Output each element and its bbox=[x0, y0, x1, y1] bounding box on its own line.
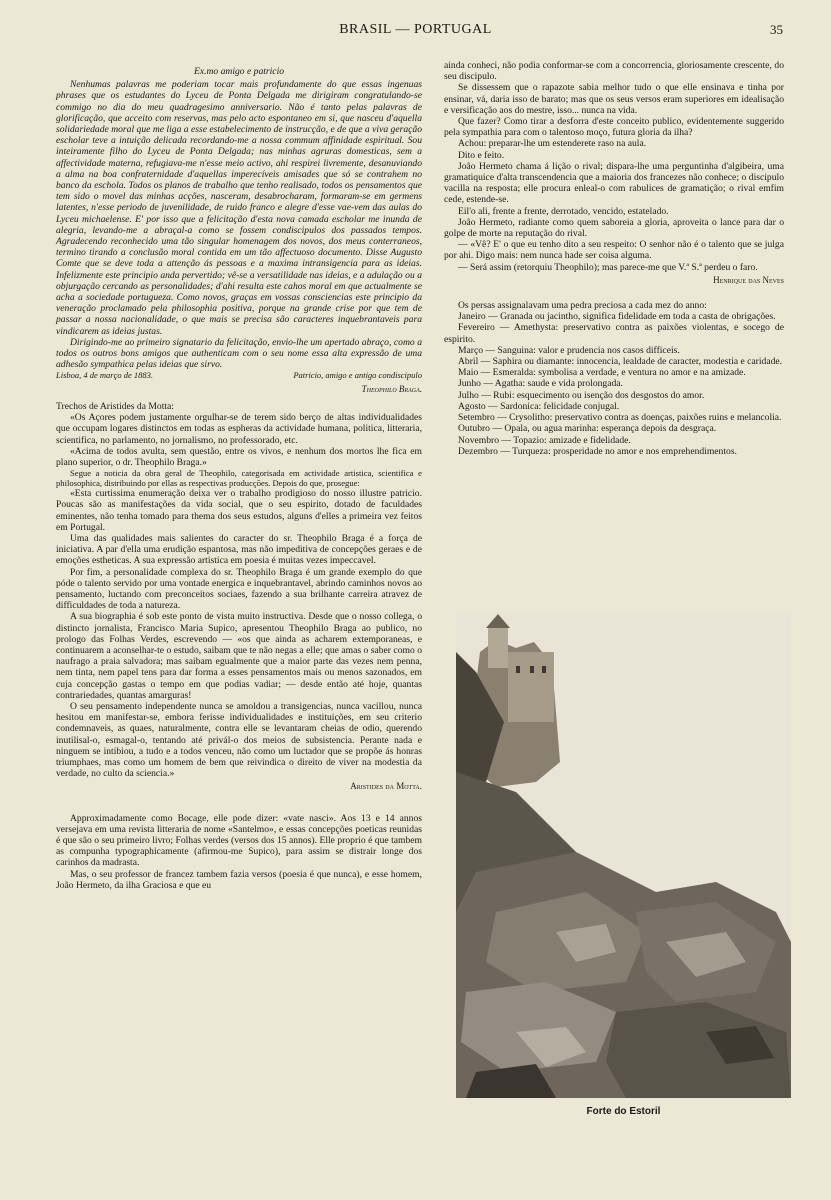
left-column bbox=[56, 66, 422, 891]
braga-letter bbox=[56, 66, 422, 395]
photo-caption: Forte do Estoril bbox=[586, 1106, 661, 1117]
letter-date: Lisboa, 4 de março de 1883. bbox=[56, 370, 154, 381]
anecdote-paragraph: Dito e feito. bbox=[458, 149, 505, 161]
letter-signature: Theophilo Braga. bbox=[361, 383, 422, 394]
motta-quote: «Os Açores podem justamente orgulhar-se de terem sido berço de altas individualidades que occupam logares distinctos em todas as espheras da actividade humana, politica, litteraria, scientifica, no parlamento, no jornalismo, no professorado, etc. bbox=[56, 412, 422, 446]
anecdote-section bbox=[444, 60, 784, 286]
gem-month: Novembro — Topazio: amizade e fidelidade. bbox=[458, 434, 631, 446]
anecdote-paragraph: — Será assim (retorquiu Theophilo); mas parece-me que V.ª S.ª perdeu o faro. bbox=[458, 261, 758, 273]
anecdote-paragraph: João Hermeto, radiante como quem saboreia a gloria, aproveita o lance para dar o golpe de morte na reputação do rival. bbox=[444, 216, 784, 240]
motta-quote: «Acima de todos avulta, sem questão, entre os vivos, e nenhum dos mortos lhe fica em plano superior, o dr. Theophilo Braga.» bbox=[56, 445, 422, 468]
anecdote-author: Henrique das Neves bbox=[713, 274, 784, 285]
bio-section bbox=[56, 813, 422, 891]
motta-intro: Trechos de Aristides da Motta: bbox=[56, 400, 174, 412]
anecdote-paragraph: Se dissessem que o rapazote sabia melhor tudo o que elle ensinava e tinha por ensinar, vá, daria isso de barato; mas que os seus versos eram superiores em idealisação e versificação aos do mestre, isso... nunca na vida. bbox=[444, 82, 784, 116]
anecdote-paragraph: Achou: preparar-lhe um estenderete raso na aula. bbox=[458, 138, 647, 150]
motta-quote: Uma das qualidades mais salientes do caracter do sr. Theophilo Braga é a força de iniciativa. A par d'ella uma erudição espantosa, mas não impeditiva de concepções geraes e de emoções estheticas. A sua expressão artistica em poesia é muitas vezes impeccavel. bbox=[56, 532, 422, 567]
gem-month: Outubro — Opala, ou agua marinha: esperança depois da desgraça. bbox=[458, 423, 717, 435]
gem-month: Junho — Agatha: saude e vida prolongada. bbox=[458, 378, 623, 390]
motta-quote: «Esta curtissima enumeração deixa ver o trabalho prodigioso do nosso illustre patricio. Poucas são as manifestações da vida social, que o seu espirito, dotado de faculdades eminentes, não tenha tomado para thema dos seus estudos, alguns d'elles a primeira vez feitos em Portugal. bbox=[56, 488, 422, 533]
bio-paragraph: Mas, o seu professor de francez tambem fazia versos (poesia é que nunca), e esse homem, João Hermeto, da ilha Graciosa e que eu bbox=[56, 868, 422, 891]
running-title: BRASIL — PORTUGAL bbox=[339, 22, 492, 37]
letter-dateline bbox=[56, 370, 422, 381]
page-number: 35 bbox=[770, 22, 783, 37]
letter-salutation: Ex.mo amigo e patricio bbox=[193, 66, 285, 77]
gem-month: Setembro — Crysolitho: preservativo contra as doenças, paixões ruins e melancolia. bbox=[458, 412, 782, 424]
anecdote-paragraph: — «Vê? E' o que eu tenho dito a seu respeito: O senhor não é o talento que se julga por ahi. Digo mais: nem nunca hade ser coisa alguma. bbox=[444, 239, 784, 262]
letter-paragraph: Nenhumas palavras me poderiam tocar mais profundamente do que essas ingenuas phrases que os estudantes do Lyceu de Ponta Delgada me dirigiram congratulando-se commigo no dia do meu quadragesimo anniversario. Não é tanto pelas palavras de glorificação, que acceito com reservas, mas pelo acto espontaneo em si, que nasceu d'aquella solidariedade moral que me liga a esse estabelecimento de instrucção, e de que a viva geração escholar teve a intuição delicada recordando-me a nossa commum affinidade espiritual. Sou inteiramente filho do Lyceu de Ponta Delgada; nas minhas agruras domesticas, sem a affectividade materna, refugiava-me n'esse meio activo, ahi respirei livremente, desanuviando a alma na boa confraternidade d'aquellas imperecíveis amisades que só se contrahem no banco da eschola. Todos os planos de trabalho que tenho realisado, todos os pensamentos que tem sido o movel das minhas acções, nasceram, desabrocharam, formaram-se em germens latentes, n'esse periodo de juvenilidade, de ruido franco e alegre d'esse vae-vem das aulas do Lyceu michaelense. E' por isso que a felicitação d'esta nova camada escholar me inunda de alegria, levando-me a abraçal-a como se fossem condiscipulos dos passados tempos. Agradecendo reconhecido uma tão singular homenagem dos novos, dos meus conterraneos, termino tirando a conclusão moral contida em um tão affectuoso documento. Disse Augusto Comte que se deve toda a attenção ás pessoas e a maxima intransigencia para as ideias. Infelizmente este principio anda pervertido; vê-se a versatilidade nas ideias, e a adulação ou a objurgação cercando as personalidades; d'ahi resulta este cahos moral em que actualmente se acha a sociedade portugueza. Como novos, graças em vossas consciencias este principio da veneração proclamado pela philosophia positiva, porque na grande crise por que tem de passar a nossa nacionalidade, o que mais se precisa são caracteres inquebrantaveis para vindicarem as ideias justas. bbox=[56, 79, 422, 337]
anecdote-paragraph: João Hermeto chama á lição o rival; dispara-lhe uma perguntinha d'algibeira, uma gramatiquice d'alta transcendencia que a maioria dos francezes não conhece; o discipulo vacilla na resposta; elle procura enleal-o com rabulices de gramatição; o rival emfim cede, estende-se. bbox=[444, 160, 784, 206]
fort-tower bbox=[488, 628, 508, 668]
gem-month: Abril — Saphira ou diamante: innocencia, lealdade de caracter, modestia e caridade. bbox=[458, 356, 783, 368]
fort-photograph bbox=[456, 612, 791, 1098]
anecdote-paragraph: Que fazer? Como tirar a desforra d'este conceito publico, evidentemente suggerido pela sympathia para com o talentoso moço, futura gloria da ilha? bbox=[444, 116, 784, 139]
gem-month: Julho — Rubi: esquecimento ou isenção dos desgostos do amor. bbox=[458, 389, 705, 401]
page-header bbox=[0, 22, 831, 42]
motta-section bbox=[56, 401, 422, 793]
motta-quote: A sua biographia é sob este ponto de vista muito instructiva. Desde que o nosso collega, o distincto jornalista, Francisco Maria Supico, apresentou Theophilo Braga ao publico, no prologo das Folhas Verdes, escrevendo — «os que ainda as acharem extemporaneas, e continuarem a aconselhar-te o estudo, saibam que te não negas a elle; que amas o saber como o naufrago a praia salvadora; mas saibam egualmente que a maior parte das vezes nem penna, nem tinta, nem papel tens para dar forma a esses pensamentos mais ou menos sazonados, em cuja concepção gastas o tempo em que podias vadiar; — desde então até hoje, quantas contrariedades, quantas amarguras! bbox=[56, 611, 422, 701]
gem-month: Março — Sanguina: valor e prudencia nos casos difficeis. bbox=[458, 344, 680, 356]
motta-quote: O seu pensamento independente nunca se amoldou a transigencias, nunca vacillou, nunca hesitou em manifestar-se, embora ferisse individualidades e instituições, em seu criterio condemnaveis, as quaes, naturalmente, contra elle se levantaram cheias de odio, querendo inutilisal-o, esmagal-o, tentando até privál-o dos meios de subsistencia. Perante nada e ninguem se intibiou, a tudo e a todos venceu, não como um luctador que se propõe ás honras triumphaes, mas como um homem de bem que reivindica o direito de viver na modestia da verdade, no culto da sciencia.» bbox=[56, 700, 422, 780]
gem-month: Agosto — Sardonica: felicidade conjugal. bbox=[458, 400, 620, 412]
letter-closing: Patricio, amigo e antigo condiscipulo bbox=[293, 370, 422, 381]
gem-month: Fevereiro — Amethysta: preservativo contra as paixões violentas, e socego de espirito. bbox=[444, 322, 784, 345]
gemstone-calendar bbox=[444, 300, 784, 457]
bio-paragraph: Approximadamente como Bocage, elle pode dizer: «vate nasci». Aos 13 e 14 annos versejava em uma revista litteraria de nome «Santelmo», e essas concepções poeticas reunidas é que são o seu primeiro livro; Folhas verdes (versos dos 15 annos). Elle proprio é que tambem as compunha typographicamente (afirmou-me Supico), para assim se distrair longe dos carinhos da madrasta. bbox=[56, 812, 422, 869]
motta-quote: Por fim, a personalidade complexa do sr. Theophilo Braga é um grande exemplo do que póde o talento servido por uma vontade energica e inquebrantavel, abrindo caminhos novos ao pensamento, luctando com preconceitos sociaes, fazendo a sua brilhante carreira atravez de difficuldades de toda a natureza. bbox=[56, 566, 422, 612]
gem-month: Janeiro — Granada ou jacintho, significa fidelidade em toda a casta de obrigações. bbox=[458, 311, 776, 323]
gem-month: Maio — Esmeralda: symbolisa a verdade, e ventura no amor e na amizade. bbox=[458, 367, 746, 379]
motta-signature: Aristides da Motta. bbox=[350, 781, 422, 792]
gem-month: Dezembro — Turqueza: prosperidade no amor e nos emprehendimentos. bbox=[458, 445, 737, 457]
right-column bbox=[444, 60, 784, 457]
anecdote-paragraph: ainda conheci, não podia conformar-se com a concorrencia, gloriosamente crescente, do seu discipulo. bbox=[444, 60, 784, 83]
fort-photo-drawing bbox=[456, 612, 791, 1098]
anecdote-paragraph: Eil'o ali, frente a frente, derrotado, vencido, estatelado. bbox=[458, 205, 669, 217]
gems-intro: Os persas assignalavam uma pedra preciosa a cada mez do anno: bbox=[458, 300, 707, 312]
motta-editor-note: Segue a noticia da obra geral de Theophilo, categorisada em actividade artistica, scientifica e philosophica, distribuindo por ellas as respectivas producções. Depois do que, prosegue: bbox=[56, 468, 422, 489]
letter-paragraph: Dirigindo-me ao primeiro signatario da felicitação, envio-lhe um apertado abraço, como a todos os outros bons amigos que authenticam com o seu nome essa alta expressão de uma adhesão sympathica pelas ideias que sirvo. bbox=[56, 336, 422, 371]
